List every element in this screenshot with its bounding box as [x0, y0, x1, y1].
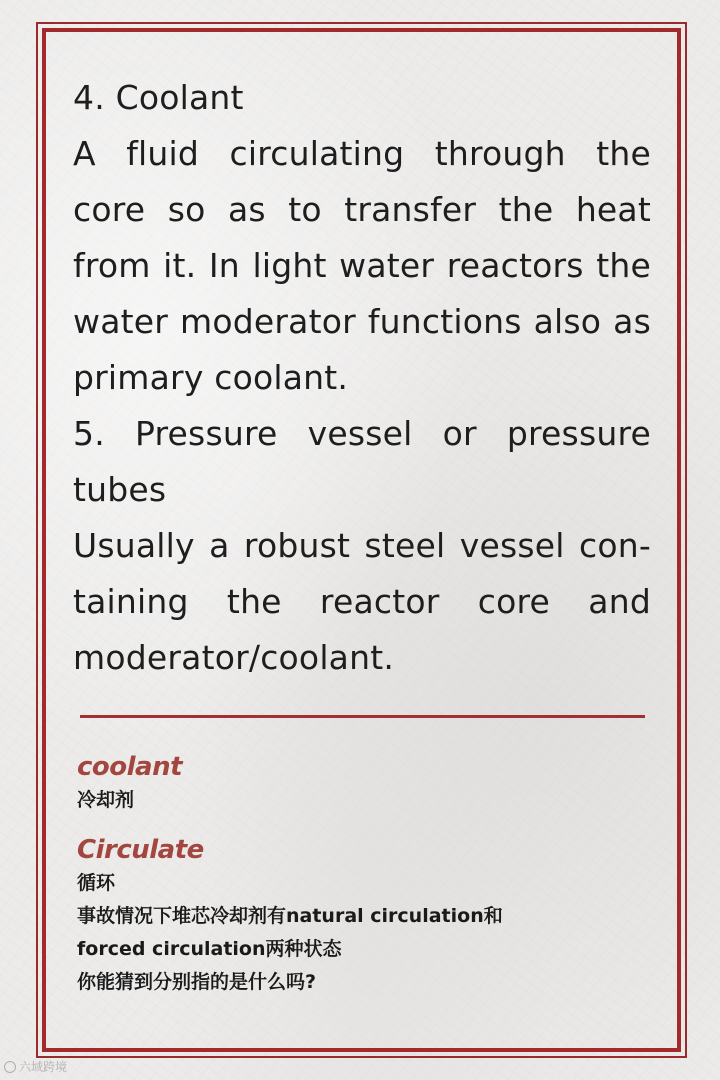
vocab-note-line-2: forced circulation两种状态	[77, 938, 342, 960]
vocab-note-line-3: 你能猜到分别指的是什么吗?	[77, 971, 317, 993]
section-5-text: Usually a robust steel vessel con-taining the reactor core and moderator/coolant.	[73, 526, 651, 677]
watermark-text: 六域跨境	[19, 1060, 68, 1074]
section-4-text: A fluid circulating through the core so as to transfer the heat from it. In light water reactors the water moderator functions also as primary coolant.	[73, 134, 651, 397]
vocab-meaning-circulate: 循环	[77, 872, 116, 894]
article-body	[73, 70, 651, 686]
vocab-term-coolant: coolant	[77, 752, 183, 782]
watermark	[4, 1058, 67, 1075]
vocab-note-line-1: 事故情况下堆芯冷却剂有natural circulation和	[77, 905, 503, 927]
section-divider	[80, 715, 645, 718]
vocab-meaning-coolant: 冷却剂	[77, 789, 135, 811]
vocab-term-circulate: Circulate	[77, 835, 204, 865]
section-4-title: 4. Coolant	[73, 78, 244, 117]
vocabulary-notes	[77, 750, 657, 999]
section-5-title: 5. Pressure vessel or pressure tubes	[73, 414, 651, 509]
watermark-logo-icon	[4, 1061, 16, 1073]
